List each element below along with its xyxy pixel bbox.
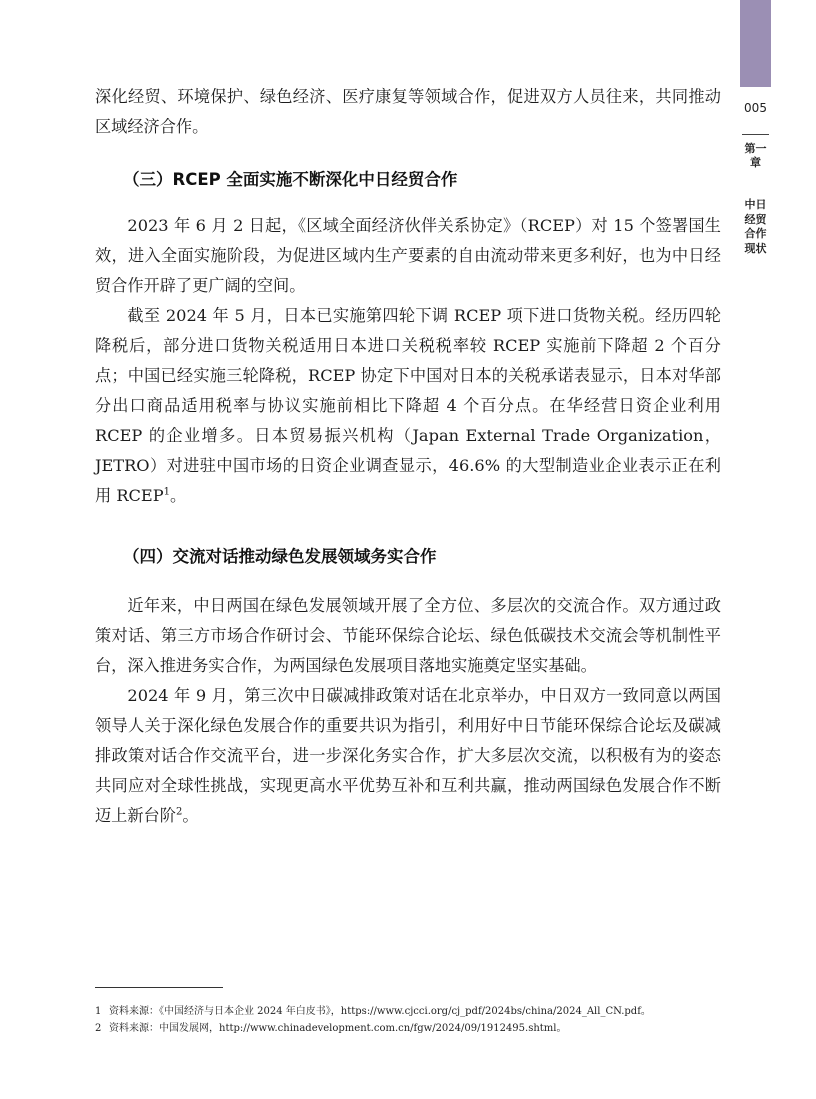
footnote-2 [95, 1019, 566, 1034]
section-4-paragraph-1: 近年来，中日两国在绿色发展领域开展了全方位、多层次的交流合作。双方通过政策对话、第三方市场合作研讨会、节能环保综合论坛、绿色低碳技术交流会等机制性平台，深入推进务实合作，为两国绿色发展项目落地实施奠定坚实基础。 [95, 596, 721, 675]
section-3-paragraph-2-text: 截至 2024 年 5 月，日本已实施第四轮下调 RCEP 项下进口货物关税。经历四轮降税后，部分进口货物关税适用日本进口关税税率较 RCEP 实施前下降超 2 个百分点；中国已经实施三轮降税，RCEP 协定下中国对日本的关税承诺表显示，日本对华部分出口商品适用税率与协议实施前相比下降超 4 个百分点。在华经营日资企业利用 RCEP 的企业增多。日本贸易振兴机构（Japan External Trade Organization，JETRO）对进驻中国市场的日资企业调查显示，46.6% 的大型制造业企业表示正在利用 RCEP [95, 306, 721, 505]
section-3-paragraph-1: 2023 年 6 月 2 日起，《区域全面经济伙伴关系协定》（RCEP）对 15 个签署国生效，进入全面实施阶段，为促进区域内生产要素的自由流动带来更多利好，也为中日经贸合作开辟了更广阔的空间。 [95, 216, 721, 295]
sidebar-chapter-label: 第一章 [744, 142, 767, 169]
footnote-text: 资料来源：《中国经济与日本企业 2024 年白皮书》，https://www.cjcci.org/cj_pdf/2024bs/china/2024_All_CN.pdf。 [109, 1006, 651, 1017]
sidebar-chapter-title: 中日经贸合作现状 [744, 198, 767, 255]
chapter-tab-marker [740, 0, 771, 87]
footnote-1 [95, 1002, 651, 1017]
section-3-paragraph-2 [95, 301, 721, 511]
sidebar-divider [742, 134, 769, 135]
footnote-number: 2 [95, 1023, 102, 1034]
intro-paragraph: 深化经贸、环境保护、绿色经济、医疗康复等领域合作，促进双方人员往来，共同推动区域经济合作。 [95, 87, 721, 136]
section-3-body [95, 211, 721, 511]
intro-paragraph-block [95, 82, 721, 142]
section-heading-4: （四）交流对话推动绿色发展领域务实合作 [123, 547, 437, 566]
section-3-paragraph-2-end: 。 [170, 486, 187, 505]
footnote-divider [95, 987, 223, 988]
section-4-body [95, 591, 721, 831]
section-4-paragraph-2 [95, 681, 721, 831]
footnote-ref-2: 2 [175, 806, 183, 818]
section-4-paragraph-2-end: 。 [182, 806, 199, 825]
page-number: 005 [744, 101, 767, 115]
footnote-ref-1: 1 [163, 486, 170, 498]
footnote-text: 资料来源：中国发展网，http://www.chinadevelopment.com.cn/fgw/2024/09/1912495.shtml。 [109, 1023, 567, 1034]
section-4-paragraph-2-text: 2024 年 9 月，第三次中日碳减排政策对话在北京举办，中日双方一致同意以两国领导人关于深化绿色发展合作的重要共识为指引，利用好中日节能环保综合论坛及碳减排政策对话合作交流平台，进一步深化务实合作，扩大多层次交流，以积极有为的姿态共同应对全球性挑战，实现更高水平优势互补和互利共赢，推动两国绿色发展合作不断迈上新台阶 [95, 686, 721, 825]
section-heading-3: （三）RCEP 全面实施不断深化中日经贸合作 [123, 170, 458, 189]
footnote-number: 1 [95, 1006, 102, 1017]
